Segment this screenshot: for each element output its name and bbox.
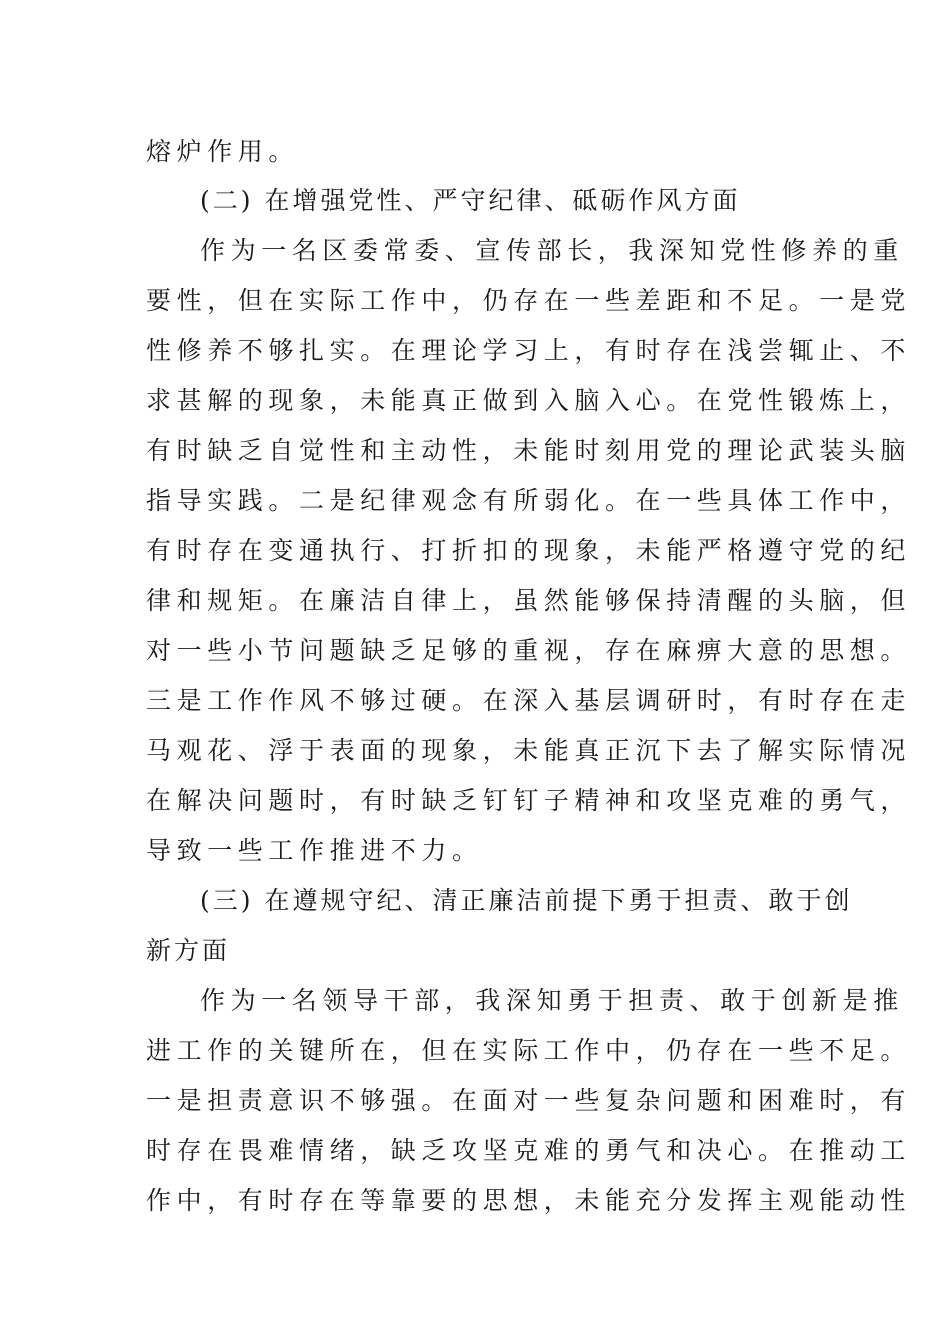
text-line: 三是工作作风不够过硬。在深入基层调研时，有时存在走 (146, 686, 912, 715)
section-heading-continued: 新方面 (146, 936, 231, 965)
text-line: 有时缺乏自觉性和主动性，未能时刻用党的理论武装头脑 (146, 436, 912, 465)
text-line: 熔炉作用。 (146, 137, 300, 166)
section-heading: (二) 在增强党性、严守纪律、砥砺作风方面 (200, 186, 741, 215)
text-line: 要性，但在实际工作中，仍存在一些差距和不足。一是党 (146, 286, 912, 315)
text-line: 作为一名领导干部，我深知勇于担责、敢于创新是推 (200, 986, 904, 1015)
section-heading: (三) 在遵规守纪、清正廉洁前提下勇于担责、敢于创 (200, 886, 853, 915)
text-line: 性修养不够扎实。在理论学习上，有时存在浅尝辄止、不 (146, 336, 912, 365)
text-line: 一是担责意识不够强。在面对一些复杂问题和困难时，有 (146, 1086, 912, 1115)
text-line: 作为一名区委常委、宣传部长，我深知党性修养的重 (200, 236, 904, 265)
text-line: 求甚解的现象，未能真正做到入脑入心。在党性锻炼上， (146, 386, 912, 415)
text-line: 在解决问题时，有时缺乏钉钉子精神和攻坚克难的勇气， (146, 786, 912, 815)
text-line: 导致一些工作推进不力。 (146, 836, 483, 865)
text-line: 指导实践。二是纪律观念有所弱化。在一些具体工作中， (146, 486, 912, 515)
text-line: 律和规矩。在廉洁自律上，虽然能够保持清醒的头脑，但 (146, 586, 912, 615)
text-line: 进工作的关键所在，但在实际工作中，仍存在一些不足。 (146, 1036, 912, 1065)
text-line: 作中，有时存在等靠要的思想，未能充分发挥主观能动性 (146, 1186, 912, 1215)
text-line: 马观花、浮于表面的现象，未能真正沉下去了解实际情况 (146, 736, 912, 765)
text-line: 有时存在变通执行、打折扣的现象，未能严格遵守党的纪 (146, 536, 912, 565)
text-line: 时存在畏难情绪，缺乏攻坚克难的勇气和决心。在推动工 (146, 1136, 912, 1165)
text-line: 对一些小节问题缺乏足够的重视，存在麻痹大意的思想。 (146, 636, 912, 665)
